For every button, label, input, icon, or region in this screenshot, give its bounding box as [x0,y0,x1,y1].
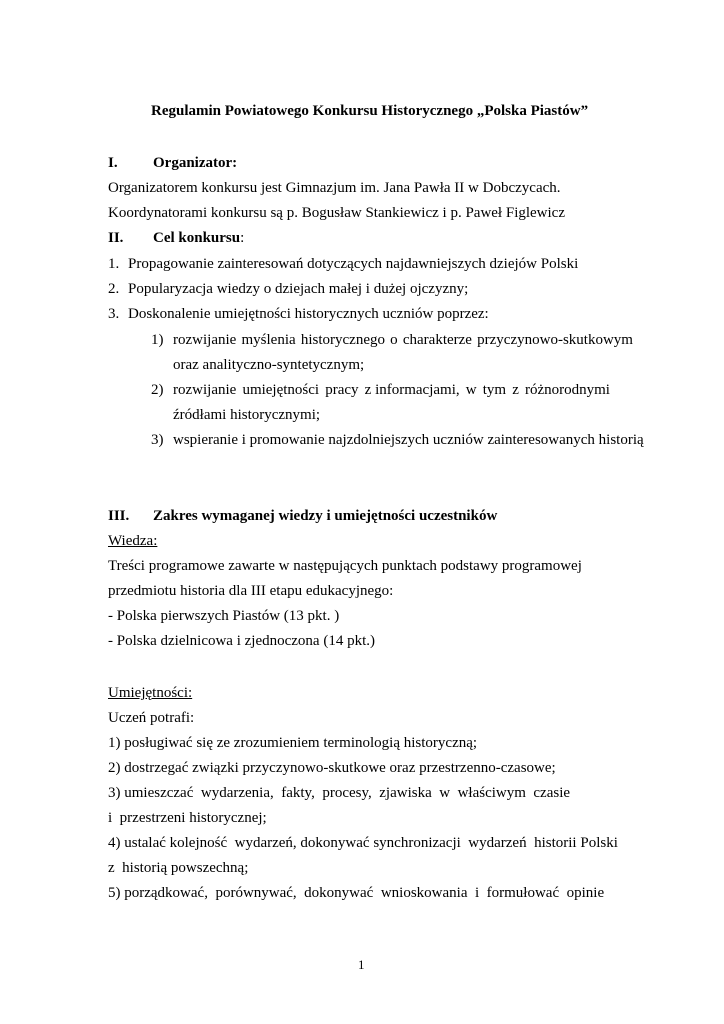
knowledge-line: - Polska pierwszych Piastów (13 pkt. ) [108,608,340,624]
subitem-2-word: rozwijanie [173,382,237,398]
knowledge-label: Wiedza: [108,533,158,549]
subitem-1-line-2: oraz analityczno-syntetycznym; [173,357,365,373]
skills-line: Uczeń potrafi: [108,710,195,726]
subitem-2-number: 2) [151,382,164,398]
subitem-1-word: myślenia [241,332,296,348]
section-1-number: I. [108,155,118,171]
skills-line: 2) dostrzegać związki przyczynowo-skutkowe oraz przestrzenno-czasowe; [108,760,556,776]
knowledge-line: - Polska dzielnicowa i zjednoczona (14 pkt.) [108,633,375,649]
subitem-2-word: tym [482,382,507,398]
subitem-1-number: 1) [151,332,164,348]
knowledge-line: Treści programowe zawarte w następujących punktach podstawy programowej [108,558,582,574]
goal-item-3-text: Doskonalenie umiejętności historycznych uczniów poprzez: [128,306,489,322]
section-1-heading: Organizator: [153,155,238,171]
goal-item-1-text: Propagowanie zainteresowań dotyczących najdawniejszych dziejów Polski [128,256,579,272]
organizer-line: Organizatorem konkursu jest Gimnazjum im. Jana Pawła II w Dobczycach. [108,180,561,196]
goal-item-2-text: Popularyzacja wiedzy o dziejach małej i dużej ojczyzny; [128,281,469,297]
document-title: Regulamin Powiatowego Konkursu Historycznego „Polska Piastów” [151,103,589,119]
subitem-2-word: w [465,382,477,398]
subitem-2-word: umiejętności [242,382,320,398]
section-2-heading [153,229,244,247]
section-2-number: II. [108,230,124,246]
page-number: 1 [358,957,365,972]
skills-line: z historią powszechną; [108,860,249,876]
subitem-2-word: z informacjami, [364,382,460,398]
skills-line: 5) porządkować, porównywać, dokonywać wnioskowania i formułować opinie [108,885,605,901]
knowledge-line: przedmiotu historia dla III etapu edukacyjnego: [108,583,394,599]
subitem-3-text: wspieranie i promowanie najzdolniejszych uczniów zainteresowanych historią [173,432,644,448]
subitem-1-line-1 [173,331,633,349]
goal-item-3-number: 3. [108,306,120,322]
goal-item-2-number: 2. [108,281,120,297]
skills-line: 3) umieszczać wydarzenia, fakty, procesy, zjawiska w właściwym czasie [108,785,571,801]
subitem-2-line-2: źródłami historycznymi; [173,407,321,423]
goal-item-1-number: 1. [108,256,120,272]
skills-line: 4) ustalać kolejność wydarzeń, dokonywać synchronizacji wydarzeń historii Polski [108,835,618,851]
section-2-heading-text: Cel konkursu [153,230,241,246]
section-3-number: III. [108,508,130,524]
subitem-2-word: pracy [325,382,359,398]
subitem-2-word: z [512,382,519,398]
section-2-colon: : [240,230,245,246]
subitem-1-word: przyczynowo-skutkowym [477,332,633,348]
subitem-1-word: charakterze [402,332,472,348]
section-3-heading: Zakres wymaganej wiedzy i umiejętności uczestników [153,508,498,524]
subitem-3-number: 3) [151,432,164,448]
subitem-1-word: rozwijanie [173,332,237,348]
skills-label: Umiejętności: [108,685,193,701]
coordinators-line: Koordynatorami konkursu są p. Bogusław Stankiewicz i p. Paweł Figlewicz [108,205,566,221]
skills-line: 1) posługiwać się ze zrozumieniem terminologią historyczną; [108,735,478,751]
subitem-2-word: różnorodnymi [524,382,610,398]
subitem-1-word: historycznego [300,332,385,348]
subitem-2-line-1 [173,381,610,399]
subitem-1-word: o [390,332,398,348]
skills-line: i przestrzeni historycznej; [108,810,267,826]
